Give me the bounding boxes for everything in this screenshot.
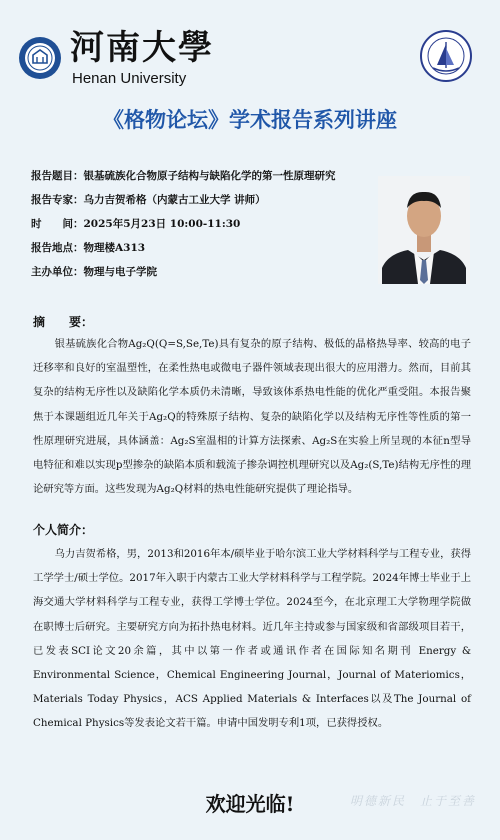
info-value: 2025年5月23日 10:00-11:30 [83, 218, 241, 230]
info-value: 银基硫族化合物原子结构与缺陷化学的第一性原理研究 [83, 170, 336, 182]
info-row-location [31, 240, 391, 264]
info-label: 报告题目： [31, 170, 84, 182]
page-title: 《格物论坛》学术报告系列讲座 [103, 107, 397, 132]
info-row-topic [31, 168, 391, 192]
info-row-time [31, 216, 391, 240]
abstract-text: 银基硫族化合物Ag₂Q(Q=S,Se,Te)具有复杂的原子结构、极低的晶格热导率、较高的电子迁移率和良好的室温塑性，在柔性热电或微电子器件领域表现出很大的应用潜力。然而，目前其复杂的结构无序性以及缺陷化学本质仍未清晰，导致该体系热电性能的优化严重受阻。本报告聚焦于本课题组近几年关于Ag₂Q的特殊原子结构、复杂的缺陷化学以及结构无序性等性质的第一性原理研究进展，具体涵盖：Ag₂S室温相的计算方法探索、Ag₂S在实验上所呈现的本征n型导电特征和难以实现p型掺杂的缺陷本质和载流子掺杂调控机理研究以及Ag₂(S,Te)结构无序性的理论研究等方面。这些发现为Ag₂Q材料的热电性能研究提供了理论指导。 [33, 338, 471, 496]
abstract-heading: 摘 要： [33, 315, 94, 329]
university-name-en: Henan University [72, 70, 187, 87]
info-label: 主办单位： [31, 266, 84, 278]
info-label: 报告地点： [31, 242, 84, 254]
school-emblem-icon [420, 30, 472, 82]
info-value: 物理与电子学院 [83, 266, 157, 278]
welcome-text: 欢迎光临! [205, 792, 295, 816]
info-label: 报告专家： [31, 194, 84, 206]
bio-heading: 个人简介： [33, 523, 94, 537]
info-row-speaker [31, 192, 391, 216]
bio-text: 乌力吉贺希格，男，2013和2016年本/硕毕业于哈尔滨工业大学材料科学与工程专业，获得工学学士/硕士学位。2017年入职于内蒙古工业大学材料科学与工程学院。2024年博士毕业于上海交通大学材料科学与工程专业，获得工学博士学位。2024至今，在北京理工大学物理学院做在职博士后研究。主要研究方向为拓扑热电材料。近几年主持或参与国家级和省部级项目若干，已发表SCI论文20余篇，其中以第一作者或通讯作者在国际知名期刊 Energy & Environmental Science，Chemical Engineering Journal，Journal of Materiomics，Materials Today Physics，ACS Applied Materials & Interfaces以及The Journal of Chemical Physics等发表论文若干篇。申请中国发明专利1项，已获得授权。 [33, 548, 471, 730]
henan-university-seal-icon [18, 36, 62, 80]
header [0, 0, 500, 100]
motto-watermark: 明德新民 止于至善 [350, 794, 477, 808]
info-value: 物理楼A313 [83, 242, 146, 254]
info-value: 乌力吉贺希格（内蒙古工业大学 讲师） [83, 194, 266, 206]
lecture-info [31, 168, 391, 288]
info-label: 时 间： [31, 218, 84, 230]
info-row-organizer [31, 264, 391, 288]
speaker-photo [378, 176, 470, 284]
university-name-cn: 河南大學 [70, 28, 214, 68]
